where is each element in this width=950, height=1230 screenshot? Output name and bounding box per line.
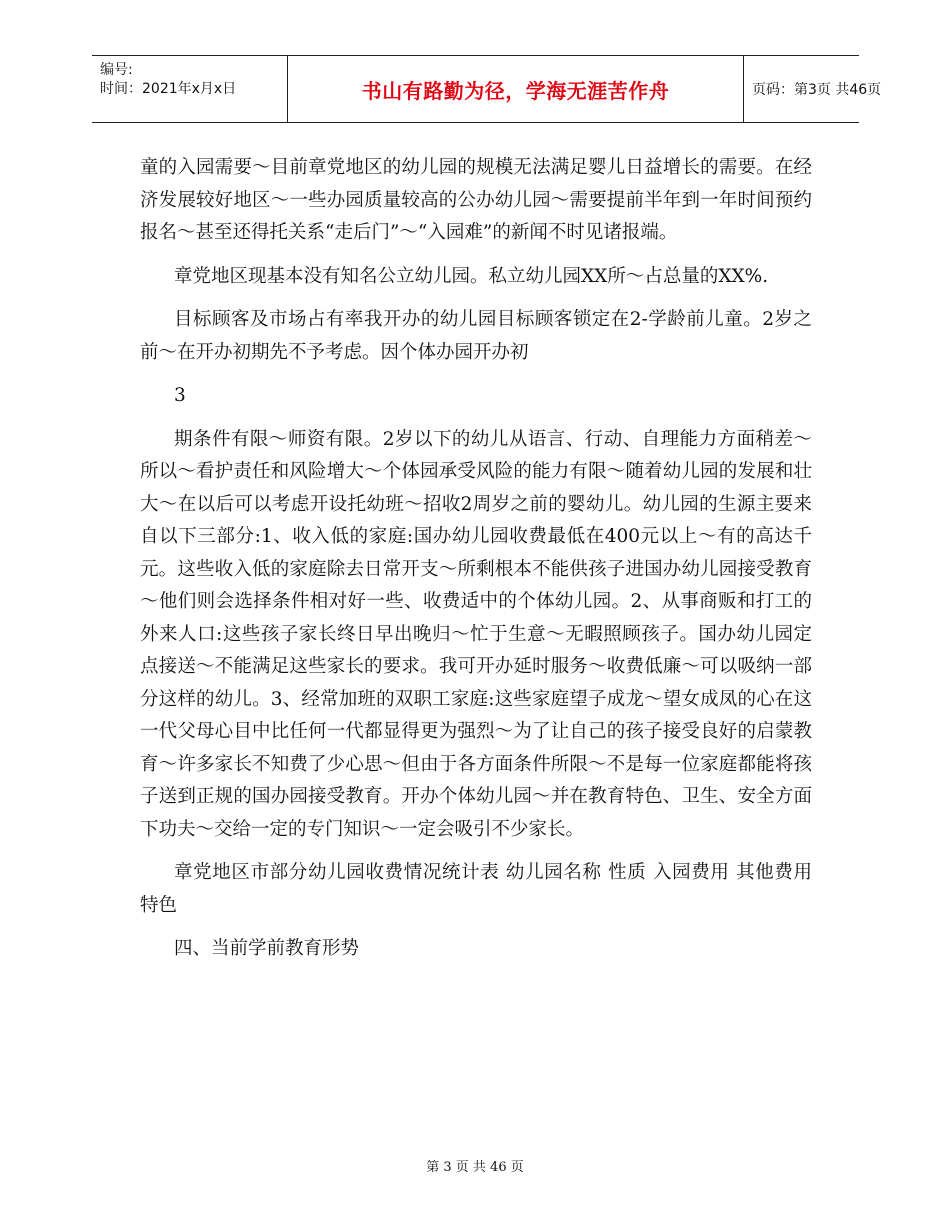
- header-page-code: 页码：第3页 共46页: [752, 82, 882, 98]
- page-footer: 第 3 页 共 46 页: [426, 1160, 524, 1175]
- page-header: [92, 55, 882, 123]
- inline-page-number: 3: [174, 385, 186, 406]
- document-body: [140, 152, 812, 966]
- header-page-cell: [742, 56, 882, 122]
- header-info-cell: [92, 56, 287, 122]
- paragraph-enrollment-sources: 期条件有限～师资有限。2岁以下的幼儿从语言、行动、自理能力方面稍差～所以～看护责任和风险增大～个体园承受风险的能力有限～随着幼儿园的发展和壮大～在以后可以考虑开设托幼班～招收2周岁之前的婴幼儿。幼儿园的生源主要来自以下三部分:1、收入低的家庭:国办幼儿园收费最低在400元以上～有的高达千元。这些收入低的家庭除去日常开支～所剩根本不能供孩子进国办幼儿园接受教育～他们则会选择条件相对好一些、收费适中的个体幼儿园。2、从事商贩和打工的外来人口:这些孩子家长终日早出晚归～忙于生意～无暇照顾孩子。国办幼儿园定点接送～不能满足这些家长的要求。我可开办延时服务～收费低廉～可以吸纳一部分这样的幼儿。3、经常加班的双职工家庭:这些家庭望子成龙～望女成凤的心在这一代父母心目中比任何一代都显得更为强烈～为了让自己的孩子接受良好的启蒙教育～许多家长不知费了少心思～但由于各方面条件所限～不是每一位家庭都能将孩子送到正规的国办园接受教育。开办个体幼儿园～并在教育特色、卫生、安全方面下功夫～交给一定的专门知识～一定会吸引不少家长。: [140, 428, 812, 840]
- paragraph-continuation: 童的入园需要～目前章党地区的幼儿园的规模无法满足婴儿日益增长的需要。在经济发展较好地区～一些办园质量较高的公办幼儿园～需要提前半年到一年时间预约报名～甚至还得托关系“走后门”～“入园难”的新闻不时见诸报端。: [140, 157, 812, 243]
- header-motto-cell: [287, 56, 744, 122]
- header-motto: 书山有路勤为径，学海无涯苦作舟: [361, 78, 670, 103]
- paragraph-public-kindergartens: 章党地区现基本没有知名公立幼儿园。私立幼儿园XX所～占总量的XX%.: [174, 265, 769, 287]
- paragraph-fee-table-caption: 章党地区市部分幼儿园收费情况统计表 幼儿园名称 性质 入园费用 其他费用 特色: [140, 862, 812, 916]
- document-time-label: 时间：2021年x月x日: [100, 81, 237, 97]
- section-heading-preschool-situation: 四、当前学前教育形势: [174, 938, 360, 959]
- paragraph-target-customers: 目标顾客及市场占有率我开办的幼儿园目标顾客锁定在2-学龄前儿童。2岁之前～在开办初期先不予考虑。因个体办园开办初: [140, 309, 812, 363]
- document-code-label: 编号:: [100, 62, 133, 78]
